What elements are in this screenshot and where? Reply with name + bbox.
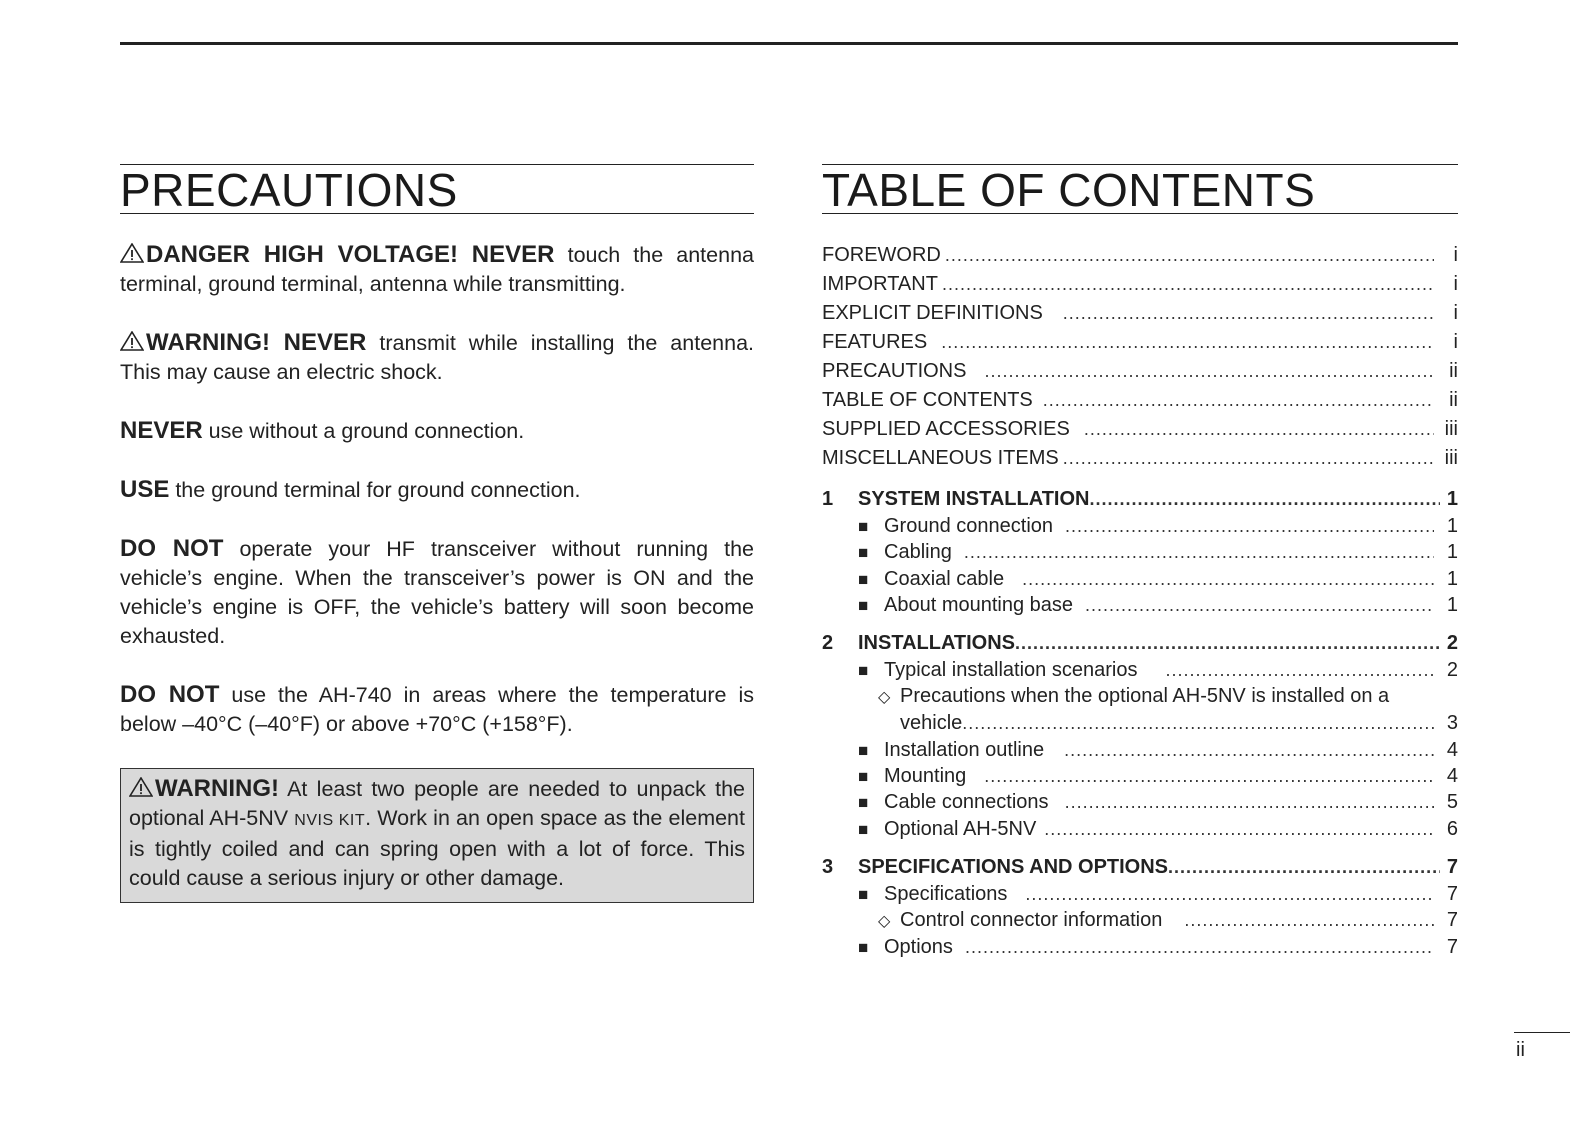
square-bullet-icon: ■ <box>858 543 869 563</box>
warning-box-text-b: . Work in an open space as the element is tightly coiled and can spring open with a lot of force. This could cause a serious injury or other damage. <box>129 806 745 890</box>
diamond-bullet-icon: ◇ <box>878 689 891 707</box>
precautions-heading-bar <box>120 164 754 214</box>
toc-chapter-1[interactable]: 1 SYSTEM INSTALLATION ..... 1 <box>822 488 1458 515</box>
danger-text: touch the antenna terminal, ground terminal, antenna while transmitting. <box>120 243 754 296</box>
precautions-title: PRECAUTIONS <box>120 164 458 216</box>
precautions-list <box>120 240 754 903</box>
warning-triangle-icon <box>120 331 144 351</box>
square-bullet-icon: ■ <box>858 819 869 839</box>
precautions-section <box>120 164 754 903</box>
page-number: ii <box>1514 1032 1570 1062</box>
toc-entry-foreword[interactable]: FOREWORD ..... i <box>822 244 1458 273</box>
warning-triangle-icon <box>129 777 153 797</box>
warning-box-paragraph <box>129 774 745 893</box>
square-bullet-icon: ■ <box>858 937 869 957</box>
warning-box-lead: WARNING! <box>155 775 279 802</box>
toc-chapter-3[interactable]: 3 SPECIFICATIONS AND OPTIONS ..... 7 <box>822 856 1458 883</box>
warning-text: transmit while installing the antenna. This may cause an electric shock. <box>120 331 754 384</box>
toc-entry-features[interactable]: FEATURES ..... i <box>822 331 1458 360</box>
toc-entry-precautions-ah5nv-line1[interactable]: ◇ Precautions when the optional AH-5NV is installed on a <box>878 685 1390 708</box>
square-bullet-icon: ■ <box>858 740 869 760</box>
toc-entry-optional-ah5nv[interactable]: ■ Optional AH-5NV ..... 6 <box>822 818 1458 844</box>
donot-temperature-text: use the AH-740 in areas where the temperature is below –40°C (–40°F) or above +70°C (+158°F). <box>120 683 755 736</box>
square-bullet-icon: ■ <box>858 595 869 615</box>
square-bullet-icon: ■ <box>858 569 869 589</box>
warning-box <box>120 768 754 903</box>
never-text: use without a ground connection. <box>202 419 525 443</box>
donot-engine-text: operate your HF transceiver without running the vehicle’s engine. When the transceiver’s power is ON and the vehicle’s engine is OFF, the vehicle’s battery will soon become exhausted. <box>120 537 754 648</box>
warning-triangle-icon <box>120 243 144 263</box>
square-bullet-icon: ■ <box>858 793 869 813</box>
toc-entry-precautions[interactable]: PRECAUTIONS ..... ii <box>822 360 1458 389</box>
diamond-bullet-icon: ◇ <box>878 913 891 931</box>
warning-lead: WARNING! NEVER <box>146 329 367 356</box>
warning-paragraph <box>120 328 754 387</box>
toc-list <box>822 244 1458 962</box>
never-paragraph <box>120 416 754 446</box>
donot-temperature-paragraph <box>120 680 754 739</box>
toc-entry-table-of-contents[interactable]: TABLE OF CONTENTS ..... ii <box>822 389 1458 418</box>
toc-chapter-2[interactable]: 2 INSTALLATIONS ..... 2 <box>822 632 1458 659</box>
toc-entry-ground-connection[interactable]: ■ Ground connection ..... 1 <box>822 515 1458 541</box>
use-paragraph <box>120 475 754 505</box>
toc-entry-precautions-ah5nv-line2[interactable]: vehicle ..... 3 <box>822 712 1458 738</box>
square-bullet-icon: ■ <box>858 517 869 536</box>
toc-title: TABLE OF CONTENTS <box>822 164 1316 216</box>
toc-section <box>822 164 1458 962</box>
toc-entry-coaxial-cable[interactable]: ■ Coaxial cable ..... 1 <box>822 568 1458 594</box>
toc-entry-cabling[interactable]: ■ Cabling ..... 1 <box>822 541 1458 567</box>
top-rule <box>120 42 1458 45</box>
toc-entry-specifications[interactable]: ■ Specifications ..... 7 <box>822 883 1458 909</box>
use-lead: USE <box>120 476 170 503</box>
toc-entry-important[interactable]: IMPORTANT ..... i <box>822 273 1458 302</box>
donot-temperature-lead: DO NOT <box>120 681 220 708</box>
warning-box-text-a: At least two people are needed to unpack the optional AH-5NV <box>129 777 745 830</box>
toc-entry-options[interactable]: ■ Options ..... 7 <box>822 936 1458 962</box>
toc-entry-control-connector-information[interactable]: ◇ Control connector information ..... 7 <box>822 909 1458 935</box>
donot-engine-lead: DO NOT <box>120 535 224 562</box>
toc-entry-miscellaneous-items[interactable]: MISCELLANEOUS ITEMS ..... iii <box>822 447 1458 476</box>
toc-entry-explicit-definitions[interactable]: EXPLICIT DEFINITIONS ..... i <box>822 302 1458 331</box>
danger-lead: DANGER HIGH VOLTAGE! NEVER <box>146 241 555 268</box>
never-lead: NEVER <box>120 417 203 444</box>
toc-entry-mounting[interactable]: ■ Mounting ..... 4 <box>822 765 1458 791</box>
toc-heading-bar <box>822 164 1458 214</box>
square-bullet-icon: ■ <box>858 661 869 681</box>
donot-engine-paragraph <box>120 534 754 651</box>
danger-paragraph <box>120 240 754 299</box>
toc-entry-installation-outline[interactable]: ■ Installation outline ..... 4 <box>822 739 1458 765</box>
square-bullet-icon: ■ <box>858 767 869 787</box>
square-bullet-icon: ■ <box>858 884 869 904</box>
toc-entry-supplied-accessories[interactable]: SUPPLIED ACCESSORIES ..... iii <box>822 418 1458 447</box>
toc-entry-typical-installation-scenarios[interactable]: ■ Typical installation scenarios ..... 2 <box>822 659 1458 685</box>
warning-box-small-caps: NVIS KIT <box>294 812 366 829</box>
toc-entry-about-mounting-base[interactable]: ■ About mounting base ..... 1 <box>822 594 1458 620</box>
use-text: the ground terminal for ground connection. <box>169 478 581 502</box>
toc-entry-cable-connections[interactable]: ■ Cable connections ..... 5 <box>822 791 1458 817</box>
